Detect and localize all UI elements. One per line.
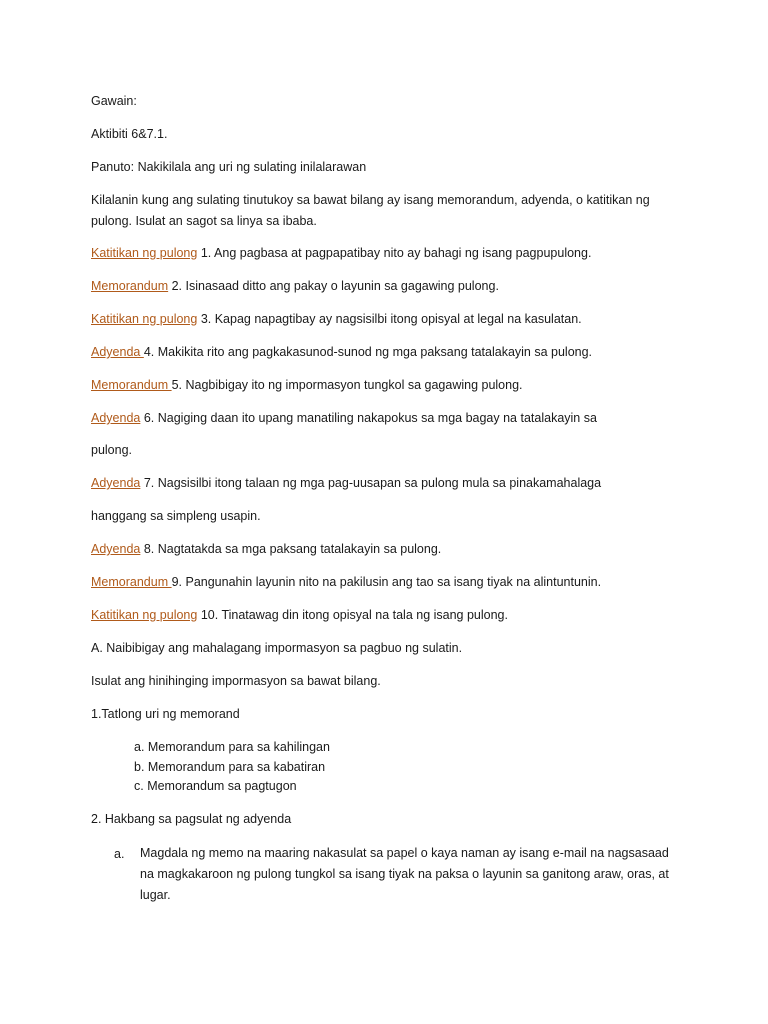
list-item	[91, 607, 508, 623]
question-2: 2. Hakbang sa pagsulat ng adyenda	[91, 812, 292, 826]
option-a: a. Memorandum para sa kahilingan	[134, 740, 330, 754]
list-item	[91, 245, 591, 261]
answer-link: Katitikan ng pulong	[91, 608, 198, 622]
item-text: 10. Tinatawag din itong opisyal na tala ng isang pulong.	[197, 608, 508, 622]
item-text: 4. Makikita rito ang pagkakasunod-sunod ng mga paksang tatalakayin sa pulong.	[143, 345, 593, 359]
list-item	[91, 574, 601, 590]
answer-link: Memorandum	[91, 279, 169, 293]
activity-title: Aktibiti 6&7.1.	[91, 127, 168, 141]
directions: Panuto: Nakikilala ang uri ng sulating inilalarawan	[91, 160, 367, 174]
list-item	[91, 377, 523, 393]
step-a-text: Magdala ng memo na maaring nakasulat sa papel o kaya naman ay isang e-mail na nagsasaad na magkakaroon ng pulong tungkol sa isang tiyak na paksa o layunin sa ganitong araw, oras, at lugar.	[140, 846, 669, 902]
answer-link: Adyenda	[91, 345, 144, 359]
answer-link: Adyenda	[91, 542, 141, 556]
question-1: 1.Tatlong uri ng memorand	[91, 707, 240, 721]
item-continuation: hanggang sa simpleng usapin.	[91, 509, 261, 523]
heading: Gawain:	[91, 94, 137, 108]
answer-link: Adyenda	[91, 411, 141, 425]
option-b: b. Memorandum para sa kabatiran	[134, 760, 326, 774]
item-text: 5. Nagbibigay ito ng impormasyon tungkol sa gagawing pulong.	[171, 378, 523, 392]
list-item	[91, 475, 601, 491]
instructions-line-1: Kilalanin kung ang sulating tinutukoy sa bawat bilang ay isang memorandum, adyenda, o katitikan ng	[91, 193, 650, 207]
item-text: 3. Kapag napagtibay ay nagsisilbi itong opisyal at legal na kasulatan.	[197, 312, 582, 326]
list-item	[91, 344, 592, 360]
section-a-title: A. Naibibigay ang mahalagang impormasyon sa pagbuo ng sulatin.	[91, 641, 463, 655]
item-text: 8. Nagtatakda sa mga paksang tatalakayin sa pulong.	[140, 542, 442, 556]
answer-link: Memorandum	[91, 378, 172, 392]
item-text: 9. Pangunahin layunin nito na pakilusin ang tao sa isang tiyak na alintuntunin.	[171, 575, 602, 589]
step-a-marker: a.	[114, 847, 125, 861]
instructions-line-2: pulong. Isulat an sagot sa linya sa ibaba.	[91, 214, 317, 228]
answer-link: Memorandum	[91, 575, 172, 589]
answer-link: Katitikan ng pulong	[91, 312, 198, 326]
list-item	[91, 278, 499, 294]
item-text: 7. Nagsisilbi itong talaan ng mga pag-uusapan sa pulong mula sa pinakamahalaga	[140, 476, 602, 490]
list-item	[91, 410, 597, 426]
answer-link: Katitikan ng pulong	[91, 246, 198, 260]
list-item	[91, 541, 441, 557]
list-item	[91, 311, 582, 327]
answer-link: Adyenda	[91, 476, 141, 490]
item-continuation: pulong.	[91, 443, 133, 457]
item-text: 1. Ang pagbasa at pagpapatibay nito ay bahagi ng isang pagpupulong.	[197, 246, 592, 260]
section-a-instructions: Isulat ang hinihinging impormasyon sa bawat bilang.	[91, 674, 381, 688]
item-text: 6. Nagiging daan ito upang manatiling nakapokus sa mga bagay na tatalakayin sa	[140, 411, 597, 425]
option-c: c. Memorandum sa pagtugon	[134, 779, 297, 793]
item-text: 2. Isinasaad ditto ang pakay o layunin sa gagawing pulong.	[168, 279, 499, 293]
